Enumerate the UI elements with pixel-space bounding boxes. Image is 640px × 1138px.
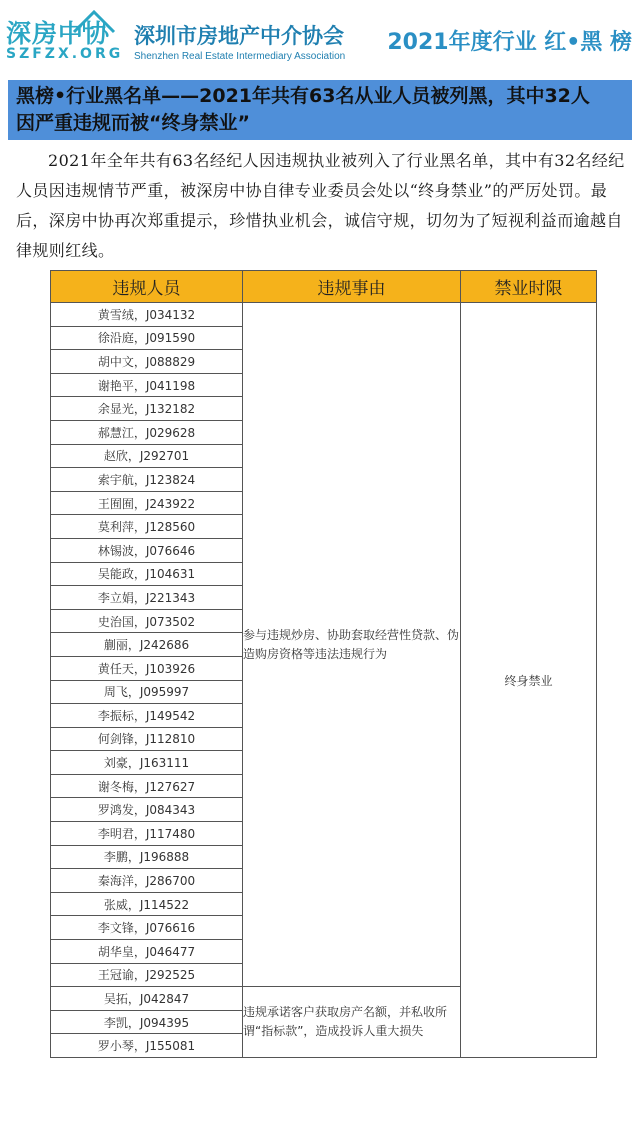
person-cell: 莫利萍，J128560 [51, 515, 243, 539]
intro-paragraph: 2021年全年共有63名经纪人因违规执业被列入了行业黑名单，其中有32名经纪人员因违规情节严重，被深房中协自律专业委员会处以“终身禁业”的严厉处罚。最后，深房中协再次郑重提示，珍惜执业机会，诚信守规，切勿为了短视利益而逾越自律规则红线。 [16, 151, 625, 260]
person-cell: 李凯，J094395 [51, 1010, 243, 1034]
person-cell: 吴能政，J104631 [51, 562, 243, 586]
logo-text-en: SZFZX.ORG [6, 46, 124, 62]
term-cell: 终身禁业 [461, 303, 597, 1058]
person-cell: 张威，J114522 [51, 892, 243, 916]
person-cell: 李立娟，J221343 [51, 586, 243, 610]
column-header-person: 违规人员 [51, 271, 243, 303]
person-cell: 王囿囿，J243922 [51, 491, 243, 515]
table-body [51, 303, 597, 1058]
person-cell: 赵欣，J292701 [51, 444, 243, 468]
person-cell: 何剑锋，J112810 [51, 727, 243, 751]
person-cell: 王冠谕，J292525 [51, 963, 243, 987]
person-cell: 李振标，J149542 [51, 704, 243, 728]
organization-name: 深圳市房地产中介协会 [134, 24, 344, 48]
person-cell: 郝慧江，J029628 [51, 420, 243, 444]
table-row [51, 303, 597, 327]
column-header-reason: 违规事由 [243, 271, 461, 303]
person-cell: 胡中文，J088829 [51, 350, 243, 374]
banner-line-1: 黑榜•行业黑名单——2021年共有63名从业人员被列黑，其中32人 [16, 85, 590, 107]
person-cell: 刘豪，J163111 [51, 751, 243, 775]
person-cell: 索宇航，J123824 [51, 468, 243, 492]
person-cell: 谢艳平，J041198 [51, 373, 243, 397]
person-cell: 罗小琴，J155081 [51, 1034, 243, 1058]
person-cell: 罗鸿发，J084343 [51, 798, 243, 822]
person-cell: 李鹏，J196888 [51, 845, 243, 869]
house-logo-icon [70, 8, 118, 34]
person-cell: 史治国，J073502 [51, 609, 243, 633]
person-cell: 周飞，J095997 [51, 680, 243, 704]
blacklist-table [50, 270, 597, 1058]
person-cell: 余显光，J132182 [51, 397, 243, 421]
section-banner [8, 80, 632, 140]
person-cell: 李明君，J117480 [51, 822, 243, 846]
person-cell: 林锡波，J076646 [51, 538, 243, 562]
table-header-row [51, 271, 597, 303]
person-cell: 蒯丽，J242686 [51, 633, 243, 657]
column-header-term: 禁业时限 [461, 271, 597, 303]
reason-cell-1: 参与违规炒房、协助套取经营性贷款、伪造购房资格等违法违规行为 [243, 303, 461, 987]
organization-name-en: Shenzhen Real Estate Intermediary Association [134, 51, 346, 62]
person-cell: 黄任天，J103926 [51, 656, 243, 680]
page-title: 2021年度行业 红•黑 榜 [387, 30, 632, 55]
person-cell: 谢冬梅，J127627 [51, 774, 243, 798]
person-cell: 黄雪绒，J034132 [51, 303, 243, 327]
page-header [0, 0, 640, 68]
person-cell: 吴拓，J042847 [51, 987, 243, 1011]
logo-text-cn: 深房中协 [6, 19, 111, 48]
person-cell: 胡华皇，J046477 [51, 940, 243, 964]
reason-cell-2: 违规承诺客户获取房产名额，并私收所谓“指标款”，造成投诉人重大损失 [243, 987, 461, 1058]
person-cell: 徐沿庭，J091590 [51, 326, 243, 350]
banner-line-2: 因严重违规而被“终身禁业” [16, 112, 250, 134]
person-cell: 李文锋，J076616 [51, 916, 243, 940]
person-cell: 秦海洋，J286700 [51, 869, 243, 893]
